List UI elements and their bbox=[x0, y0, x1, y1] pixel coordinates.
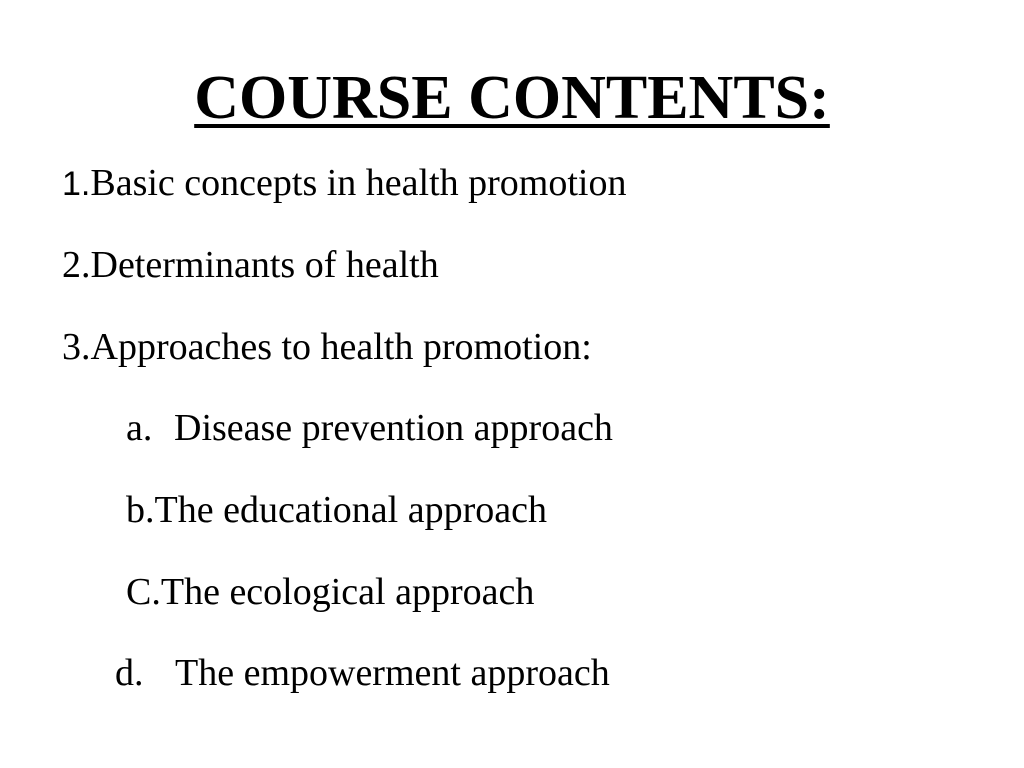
sub-item-a bbox=[126, 405, 613, 451]
sub-item-d bbox=[115, 650, 610, 696]
sub-item-marker: a. bbox=[126, 407, 153, 449]
sub-item-c bbox=[126, 569, 534, 615]
list-item-text: Basic concepts in health promotion bbox=[90, 162, 627, 204]
sub-item-marker: C. bbox=[126, 571, 161, 613]
list-item-1 bbox=[62, 160, 626, 207]
list-item-3 bbox=[62, 324, 592, 370]
sub-item-marker: d. bbox=[115, 652, 144, 694]
sub-item-text: The educational approach bbox=[154, 489, 547, 531]
list-item-marker: 2. bbox=[62, 244, 91, 286]
sub-item-b bbox=[126, 487, 547, 533]
list-item-marker: 3. bbox=[62, 326, 91, 368]
sub-item-text: The empowerment approach bbox=[175, 652, 610, 694]
sub-item-marker: b. bbox=[126, 489, 155, 531]
sub-item-text: Disease prevention approach bbox=[174, 407, 613, 449]
list-item-text: Approaches to health promotion: bbox=[90, 326, 592, 368]
list-item-marker: 1. bbox=[62, 165, 91, 203]
slide-title: COURSE CONTENTS: bbox=[194, 64, 830, 132]
sub-item-text: The ecological approach bbox=[160, 571, 535, 613]
list-item-text: Determinants of health bbox=[90, 244, 439, 286]
list-item-2 bbox=[62, 242, 439, 288]
